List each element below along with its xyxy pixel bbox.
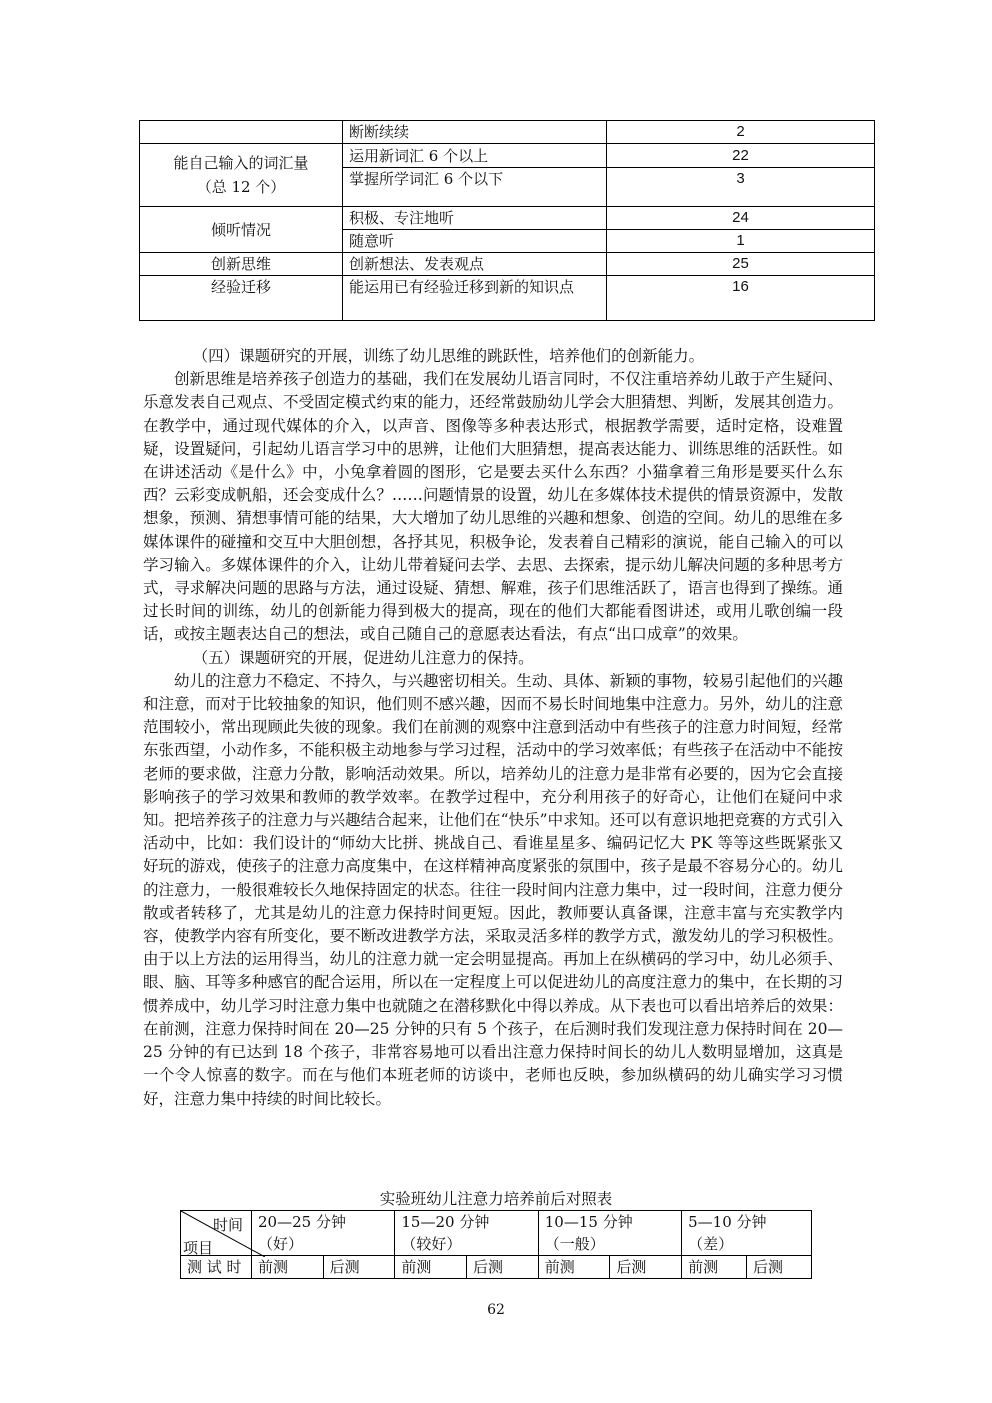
count-cell: 1 (607, 230, 875, 253)
post-test-cell: 后测 (323, 1256, 395, 1279)
column-level: （差） (688, 1235, 734, 1253)
group-cell: 经验迁移 (140, 276, 343, 321)
diagonal-header-cell (181, 1211, 252, 1256)
column-level: （好） (258, 1235, 304, 1253)
count-cell: 25 (607, 253, 875, 276)
column-range: 15—20 分钟 (401, 1213, 490, 1231)
table-row (140, 207, 875, 230)
column-header (252, 1211, 395, 1256)
table-row (140, 253, 875, 276)
vocabulary-table (139, 120, 875, 321)
row-label: 测 试 时 (181, 1256, 252, 1279)
item-cell: 积极、专注地听 (343, 207, 607, 230)
table-row (140, 121, 875, 144)
pre-test-cell: 前测 (538, 1256, 610, 1279)
group-cell (140, 121, 343, 144)
column-level: （一般） (544, 1235, 605, 1253)
count-cell: 3 (607, 168, 875, 207)
count-cell: 16 (607, 276, 875, 321)
item-cell: 能运用已有经验迁移到新的知识点 (343, 276, 607, 321)
paragraph: 创新思维是培养孩子创造力的基础，我们在发展幼儿语言同时，不仅注重培养幼儿敢于产生疑问、乐意发表自己观点、不受固定模式约束的能力，还经常鼓励幼儿学会大胆猜想、判断，发展其创造力。在教学中，通过现代媒体的介入，以声音、图像等多种表达形式，根据教学需要，适时定格，设难置疑，设置疑问，引起幼儿语言学习中的思辨，让他们大胆猜想，提高表达能力、训练思维的活跃性。如在讲述活动《是什么》中，小兔拿着圆的图形，它是要去买什么东西？小猫拿着三角形是要买什么东西？云彩变成帆船，还会变成什么？……问题情景的设置，幼儿在多媒体技术提供的情景资源中，发散想象，预测、猜想事情可能的结果，大大增加了幼儿思维的兴趣和想象、创造的空间。幼儿的思维在多媒体课件的碰撞和交互中大胆创想，各抒其见，积极争论，发表着自己精彩的演说，能自己输入的可以学习输入。多媒体课件的介入，让幼儿带着疑问去学、去思、去探索，提示幼儿解决问题的多种思考方式，寻求解决问题的思路与方法，通过设疑、猜想、解难，孩子们思维活跃了，语言也得到了操练。通过长时间的训练，幼儿的创新能力得到极大的提高，现在的他们大都能看图讲述，或用儿歌创编一段话，或按主题表达自己的想法，或自己随自己的意愿表达看法，有点“出口成章”的效果。 (143, 370, 843, 644)
item-cell: 创新想法、发表观点 (343, 253, 607, 276)
page-number: 62 (487, 1302, 505, 1318)
pre-test-cell: 前测 (682, 1256, 747, 1279)
item-cell: 随意听 (343, 230, 607, 253)
section-heading: （五）课题研究的开展，促进幼儿注意力的保持。 (192, 648, 534, 667)
post-test-cell: 后测 (610, 1256, 682, 1279)
column-header (682, 1211, 812, 1256)
table-row (181, 1256, 812, 1279)
item-cell: 断断续续 (343, 121, 607, 144)
item-cell: 运用新词汇 6 个以上 (343, 144, 607, 168)
column-header (538, 1211, 681, 1256)
column-header (395, 1211, 538, 1256)
table-header-row (181, 1211, 812, 1256)
count-cell: 2 (607, 121, 875, 144)
pre-test-cell: 前测 (252, 1256, 324, 1279)
attention-table (180, 1210, 812, 1279)
table-caption: 实验班幼儿注意力培养前后对照表 (379, 1190, 613, 1208)
section-heading: （四）课题研究的开展，训练了幼儿思维的跳跃性，培养他们的创新能力。 (192, 347, 705, 365)
corner-bottom-label: 项目 (183, 1239, 214, 1257)
column-range: 5—10 分钟 (688, 1213, 767, 1231)
paragraph: 幼儿的注意力不稳定、不持久，与兴趣密切相关。生动、具体、新颖的事物，较易引起他们的兴趣和注意，而对于比较抽象的知识，他们则不感兴趣，因而不易长时间地集中注意力。另外，幼儿的注意范围较小，常出现顾此失彼的现象。我们在前测的观察中注意到活动中有些孩子的注意力时间短，经常东张西望，小动作多，不能积极主动地参与学习过程，活动中的学习效率低；有些孩子在活动中不能按老师的要求做，注意力分散，影响活动效果。所以，培养幼儿的注意力是非常有必要的，因为它会直接影响孩子的学习效果和教师的教学效率。在教学过程中，充分利用孩子的好奇心，让他们在疑问中求知。把培养孩子的注意力与兴趣结合起来，让他们在“快乐”中求知。还可以有意识地把竞赛的方式引入活动中，比如：我们设计的“师幼大比拼、挑战自己、看谁星星多、编码记忆大 PK 等等这些既紧张又好玩的游戏，使孩子的注意力高度集中，在这样精神高度紧张的氛围中，孩子是最不容易分心的。幼儿的注意力，一般很难较长久地保持固定的状态。往往一段时间内注意力集中，过一段时间，注意力便分散或者转移了，尤其是幼儿的注意力保持时间更短。因此，教师要认真备课，注意丰富与充实教学内容，使教学内容有所变化，要不断改进教学方法，采取灵活多样的教学方式，激发幼儿的学习积极性。由于以上方法的运用得当，幼儿的注意力就一定会明显提高。再加上在纵横码的学习中，幼儿必须手、眼、脑、耳等多种感官的配合运用，所以在一定程度上可以促进幼儿的高度注意力的集中，在长期的习惯养成中，幼儿学习时注意力集中也就随之在潜移默化中得以养成。从下表也可以看出培养后的效果：在前测，注意力保持时间在 20—25 分钟的只有 5 个孩子，在后测时我们发现注意力保持时间在 20—25 分钟的有已达到 18 个孩子，非常容易地可以看出注意力保持时间长的幼儿人数明显增加，这真是一个令人惊喜的数字。而在与他们本班老师的访谈中，老师也反映，参加纵横码的幼儿确实学习习惯好，注意力集中持续的时间比较长。 (143, 671, 843, 1108)
column-level: （较好） (401, 1235, 462, 1253)
post-test-cell: 后测 (747, 1256, 812, 1279)
body-text (143, 345, 843, 1111)
group-cell: 创新思维 (140, 253, 343, 276)
group-cell: 倾听情况 (140, 207, 343, 253)
group-cell: 能自己输入的词汇量 （总 12 个） (140, 144, 343, 207)
column-range: 20—25 分钟 (258, 1213, 346, 1231)
post-test-cell: 后测 (467, 1256, 539, 1279)
column-range: 10—15 分钟 (544, 1213, 633, 1231)
corner-top-label: 时间 (212, 1216, 243, 1234)
count-cell: 22 (607, 144, 875, 168)
count-cell: 24 (607, 207, 875, 230)
table-row (140, 276, 875, 321)
item-cell: 掌握所学词汇 6 个以下 (343, 168, 607, 207)
pre-test-cell: 前测 (395, 1256, 467, 1279)
table-row (140, 144, 875, 168)
